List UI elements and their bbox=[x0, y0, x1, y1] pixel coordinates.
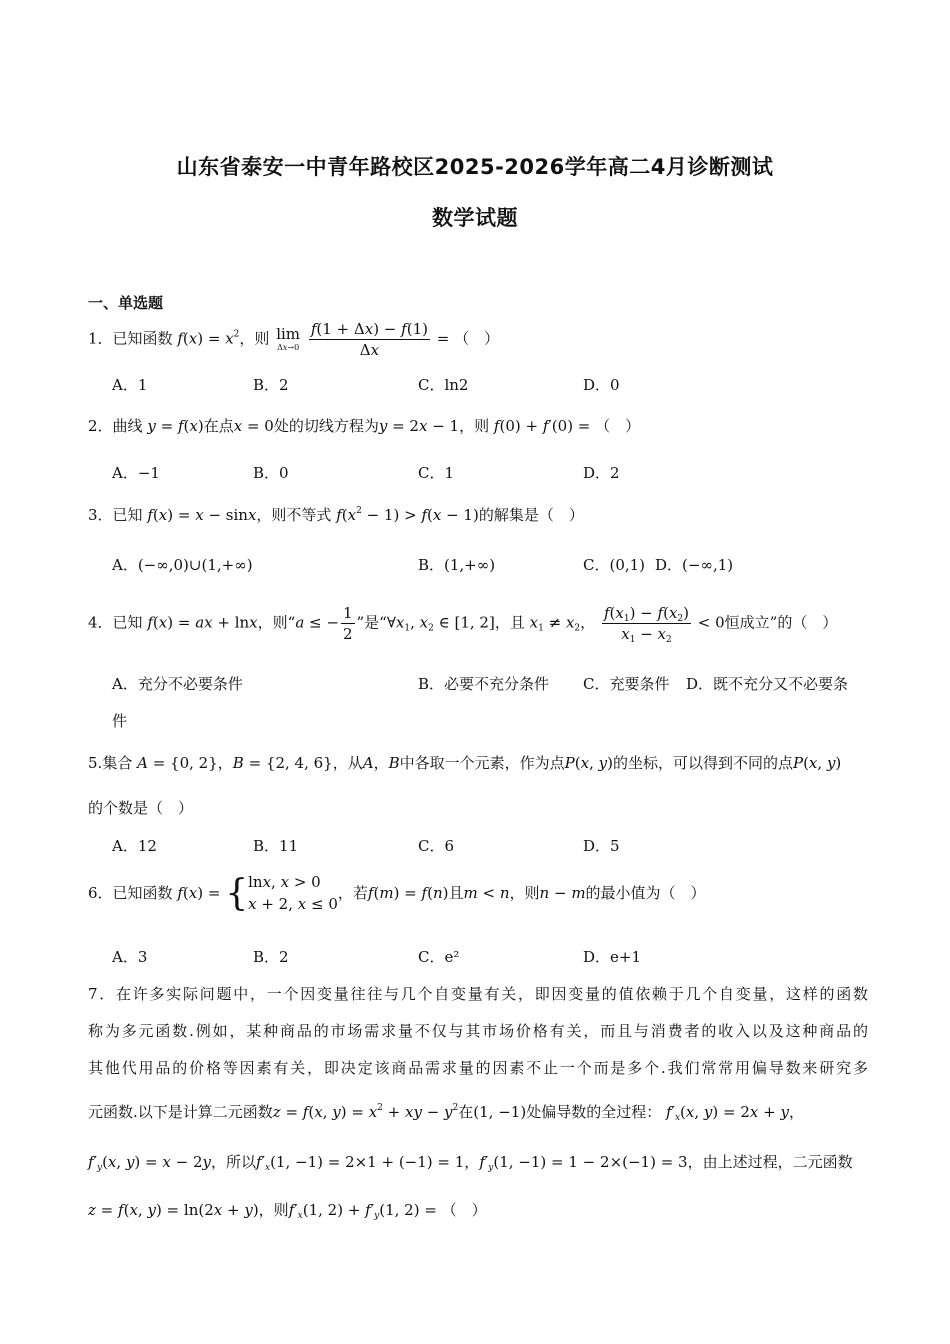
page-subtitle: 数学试题 bbox=[432, 206, 518, 230]
q3-option-c: C．(0,1) bbox=[583, 556, 646, 574]
q3-option-a: A．(−∞,0)∪(1,+∞) bbox=[112, 556, 253, 574]
q5-option-b: B．11 bbox=[253, 837, 299, 855]
q4-option-a: A．充分不必要条件 bbox=[112, 675, 243, 693]
question-5: 5.集合 A = {0, 2}，B = {2, 4, 6}，从A，B中各取一个元素，作为点P(x, y)的坐标，可以得到不同的点P(x, y) bbox=[88, 754, 842, 772]
q7-line-5: $f'_y(x$, y) = x − 2y，所以$f'_x(1$, −1) = 2×1 + (−1) = 1，$f'_y(1$, −1) = 1 − 2×(−1) = 3，由上述过程，二元函数 bbox=[88, 1153, 853, 1173]
question-2: 2．曲线 y = f(x)在点x = 0处的切线方程为y = 2x − 1，则 f(0) + f′(0) = （ ） bbox=[88, 417, 641, 435]
q5-option-a: A．12 bbox=[112, 837, 157, 855]
question-6: 6．已知函数 f(x) = {lnx, x > 0 x + 2, x ≤ 0，若f(m) = f(n)且m < n，则n − m的最小值为（ ） bbox=[88, 872, 706, 914]
question-4: 4．已知 f(x) = ax + lnx，则“a ≤ − $\frac{1}{2}$ ”是“$\forall x_1$, $x_2$ ∈ [1, 2]，且 $x_1 \ne x_2$， $\frac{f(x_1) - f(x_2)}{x_1 - x_2}$ < 0恒成立”的（ ） bbox=[88, 604, 838, 645]
q4-option-d-wrap: 件 bbox=[112, 712, 128, 730]
q3-option-d: D．(−∞,1) bbox=[655, 556, 734, 574]
q4-option-b: B．必要不充分条件 bbox=[418, 675, 550, 693]
q5-option-c: C．6 bbox=[418, 837, 455, 855]
page-title: 山东省泰安一中青年路校区2025-2026学年高二4月诊断测试 bbox=[176, 155, 774, 179]
q1-option-a: A．1 bbox=[112, 376, 148, 394]
q2-option-b: B．0 bbox=[253, 464, 289, 482]
question-7 bbox=[88, 976, 868, 1087]
q7-line-2: 称为多元函数.例如，某种商品的市场需求量不仅与其市场价格有关，而且与消费者的收入以及这种商品的 bbox=[88, 1022, 868, 1040]
q1-option-b: B．2 bbox=[253, 376, 289, 394]
q6-option-d: D．e+1 bbox=[583, 948, 642, 966]
question-1: 1．已知函数 $f(x) = x^2$，则 lim Δx→0 $\frac{f(1 + \Delta x) - f(1)}{\Delta x}$ = （ ） bbox=[88, 320, 500, 359]
q5-option-d: D．5 bbox=[583, 837, 620, 855]
q3-option-b: B．(1,+∞) bbox=[418, 556, 496, 574]
q1-option-c: C．ln2 bbox=[418, 376, 469, 394]
q1-option-d: D．0 bbox=[583, 376, 620, 394]
section-heading: 一、单选题 bbox=[88, 294, 164, 312]
q4-option-c: C．充要条件 bbox=[583, 675, 670, 693]
q7-line-4: 元函数.以下是计算二元函数z = f(x, $y) = x^2$ + xy − $y^2$在(1, −1)处偏导数的全过程： $f'_x(x$, y) = 2x + y， bbox=[88, 1103, 804, 1123]
q6-option-c: C．e² bbox=[418, 948, 460, 966]
q2-option-c: C．1 bbox=[418, 464, 455, 482]
question-3: 3．已知 f(x) = x − sinx，则不等式 $f(x^2 - 1) > f(x - 1)$的解集是（ ） bbox=[88, 506, 584, 524]
q6-option-b: B．2 bbox=[253, 948, 289, 966]
q4-option-d: D．既不充分又不必要条 bbox=[686, 675, 849, 693]
q2-option-d: D．2 bbox=[583, 464, 620, 482]
question-5-line-2: 的个数是（ ） bbox=[88, 799, 194, 817]
q6-option-a: A．3 bbox=[112, 948, 148, 966]
q7-line-1: 7．在许多实际问题中，一个因变量往往与几个自变量有关，即因变量的值依赖于几个自变量，这样的函数 bbox=[88, 985, 868, 1003]
q7-line-6: z = f(x, y) = ln(2x + y)，则$f'_x(1$, $2) + f'_y(1$, 2) = （ ） bbox=[88, 1201, 487, 1221]
q7-line-3: 其他代用品的价格等因素有关，即决定该商品需求量的因素不止一个而是多个.我们常常用偏导数来研究多 bbox=[88, 1059, 868, 1077]
q2-option-a: A．−1 bbox=[112, 464, 160, 482]
